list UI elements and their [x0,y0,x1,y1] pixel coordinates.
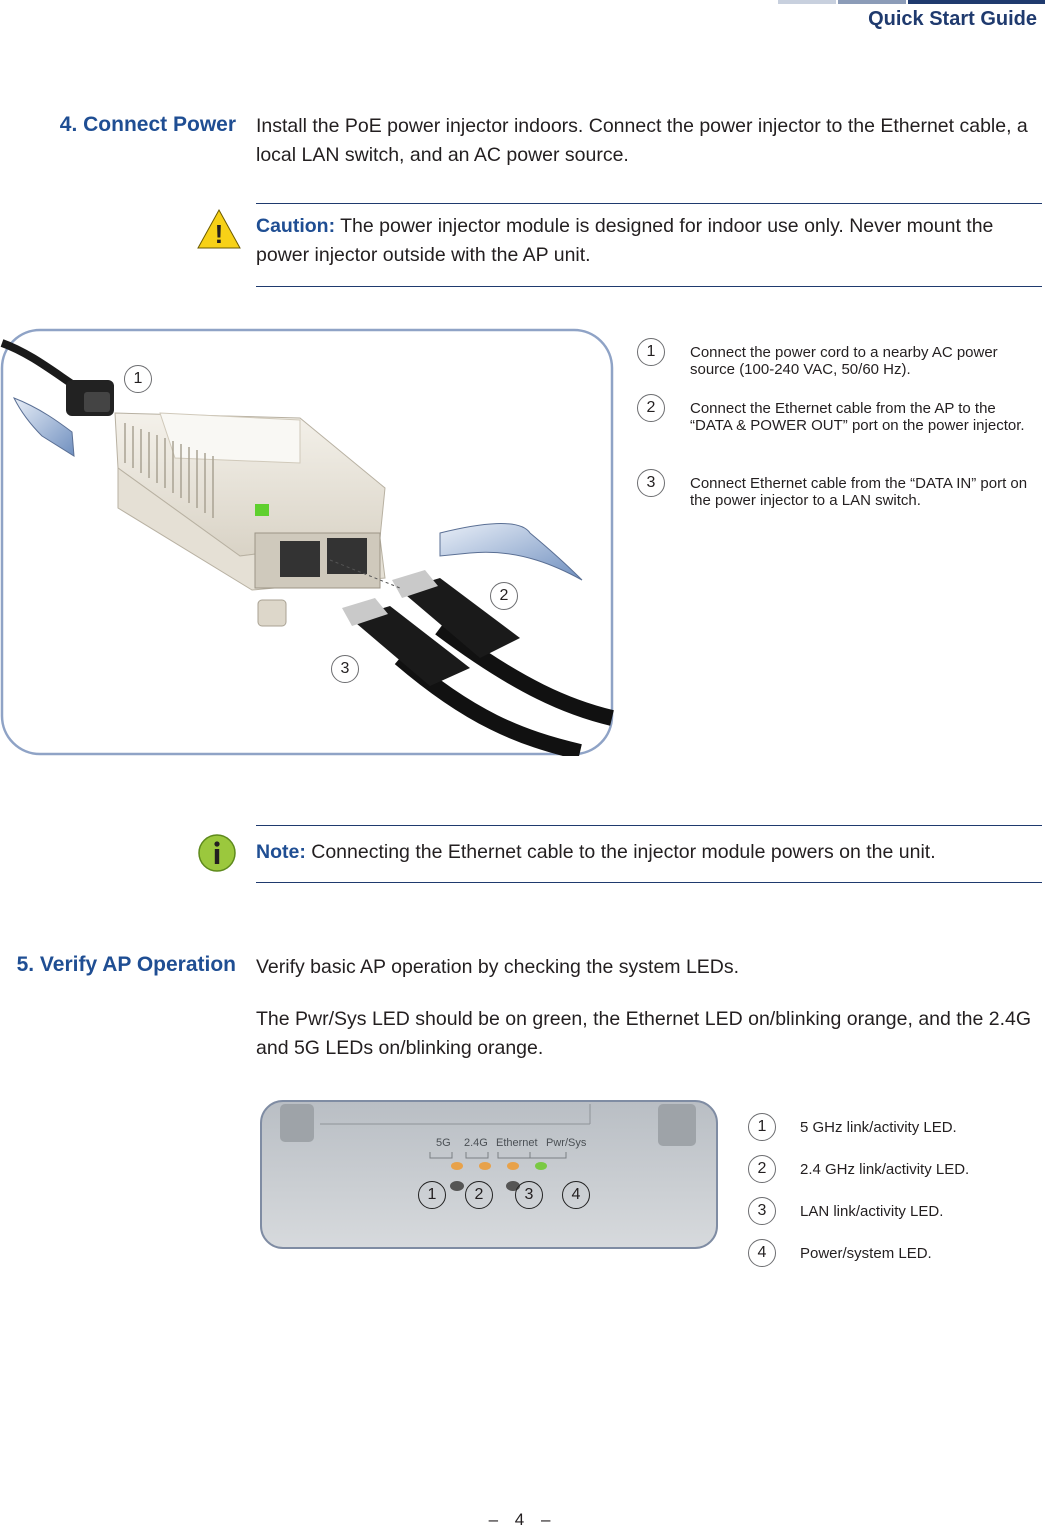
led-text-2: 2.4 GHz link/activity LED. [800,1161,970,1178]
note-text [256,838,1042,867]
led-figure-marker-1: 1 [418,1181,446,1209]
led-marker-4: 4 [748,1239,776,1267]
section-heading-connect-power: 4. Connect Power [59,113,236,136]
callout-text-2: Connect the Ethernet cable from the AP to the “DATA & POWER OUT” port on the power injector. [690,400,1025,434]
panel-label-ethernet: Ethernet [496,1137,538,1149]
led-text-3: LAN link/activity LED. [800,1203,944,1220]
led-marker-1: 1 [748,1113,776,1141]
callout-marker-2: 2 [637,394,665,422]
caution-bottom-rule [256,286,1042,287]
panel-label-2-4g: 2.4G [464,1137,488,1149]
warning-triangle-icon [196,208,242,255]
caution-label: Caution: [256,215,336,237]
connect-power-body: Install the PoE power injector indoors. Connect the power injector to the Ethernet cable, a local LAN switch, and an AC power source. [256,115,1028,166]
callout-marker-1: 1 [637,338,665,366]
caution-top-rule [256,203,1042,204]
verify-para-1: Verify basic AP operation by checking the system LEDs. [256,956,740,978]
verify-para-2: The Pwr/Sys LED should be on green, the Ethernet LED on/blinking orange, and the 2.4G and 5G LEDs on/blinking orange. [256,1008,1032,1059]
led-marker-3: 3 [748,1197,776,1225]
figure-marker-1: 1 [124,365,152,393]
page-number: – 4 – [488,1510,557,1529]
caution-text [256,212,1042,270]
panel-label-5g: 5G [436,1137,451,1149]
led-figure-marker-4: 4 [562,1181,590,1209]
callout-marker-3: 3 [637,469,665,497]
note-top-rule [256,825,1042,826]
section-heading-verify-ap: 5. Verify AP Operation [16,953,236,976]
callout-text-1: Connect the power cord to a nearby AC power source (100-240 VAC, 50/60 Hz). [690,344,998,378]
guide-title: Quick Start Guide [868,8,1037,30]
led-figure-marker-3: 3 [515,1181,543,1209]
led-text-1: 5 GHz link/activity LED. [800,1119,957,1136]
figure-marker-2: 2 [490,582,518,610]
panel-label-pwr-sys: Pwr/Sys [546,1137,587,1149]
led-marker-2: 2 [748,1155,776,1183]
ap-led-figure [260,1100,718,1250]
svg-text:!: ! [214,219,224,249]
note-label: Note: [256,841,306,863]
figure-marker-3: 3 [331,655,359,683]
caution-message: The power injector module is designed for indoor use only. Never mount the power injector outside with the AP unit. [256,215,994,266]
info-circle-icon [197,833,237,878]
note-message: Connecting the Ethernet cable to the injector module powers on the unit. [305,841,936,863]
led-figure-marker-2: 2 [465,1181,493,1209]
callout-text-3: Connect Ethernet cable from the “DATA IN” port on the power injector to a LAN switch. [690,475,1028,509]
note-bottom-rule [256,882,1042,883]
led-text-4: Power/system LED. [800,1245,932,1262]
poe-injector-figure [0,328,614,756]
